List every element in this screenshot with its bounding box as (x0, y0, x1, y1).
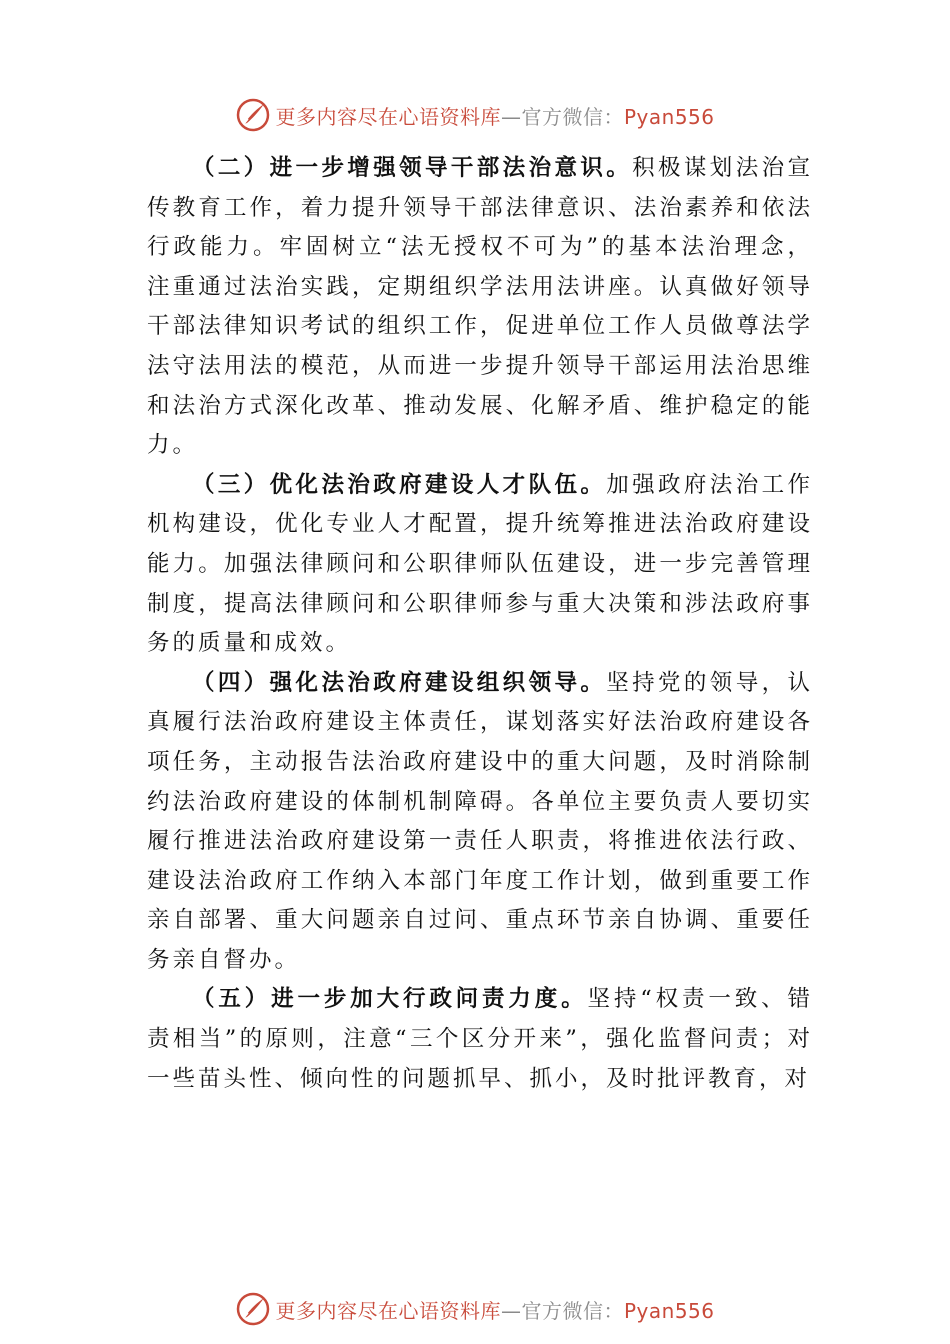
banner-contact-id: Pyan556 (623, 1298, 715, 1323)
banner-separator: — (500, 104, 522, 129)
paragraph-text: 积极谋划法治宣传教育工作，着力提升领导干部法律意识、法治素养和依法行政能力。牢固树立“法无授权不可为”的基本法治理念， 注重通过法治实践，定期组织学法用法讲座。认真做好领导干部法律知识考试的组织工作，促进单位工作人员做尊法学法守法用法的模范，从而进一步提升领导干部运用法治思维和法治方式深化改革、推动发展、化解矛盾、维护稳定的能力。 (147, 155, 813, 459)
banner-contact-label: 官方微信： (521, 104, 624, 129)
banner-contact-label: 官方微信： (521, 1298, 624, 1323)
paragraph-text: 加强政府法治工作机构建设，优化专业人才配置，提升统筹推进法治政府建设能力。加强法律顾问和公职律师队伍建设，进一步完善管理制度，提高法律顾问和公职律师参与重大决策和涉法政府事务的质量和成效。 (147, 471, 813, 657)
paragraph-text: 坚持“权责一致、错责相当”的原则，注意“三个区分开来”，强化监督问责；对一些苗头性、倾向性的问题抓早、抓小，及时批评教育，对 (147, 986, 813, 1092)
banner-contact-id: Pyan556 (623, 104, 715, 129)
document-body (147, 149, 813, 1099)
paragraph (147, 466, 813, 664)
paragraph (147, 664, 813, 981)
banner-brand: 更多内容尽在心语资料库 (275, 104, 501, 129)
quill-pen-logo-icon (235, 97, 271, 133)
quill-pen-logo-icon (235, 1291, 271, 1327)
header-watermark (0, 95, 950, 135)
paragraph (147, 149, 813, 466)
paragraph (147, 980, 813, 1099)
paragraph-heading: （三）优化法治政府建设人才队伍。 (192, 471, 607, 498)
banner-brand: 更多内容尽在心语资料库 (275, 1298, 501, 1323)
paragraph-text: 坚持党的领导，认真履行法治政府建设主体责任，谋划落实好法治政府建设各项任务，主动报告法治政府建设中的重大问题，及时消除制约法治政府建设的体制机制障碍。各单位主要负责人要切实履行推进法治政府建设第一责任人职责，将推进依法行政、 建设法治政府工作纳入本部门年度工作计划，做到重要工作亲自部署、重大问题亲自过问、重点环节亲自协调、重要任务亲自督办。 (147, 669, 813, 973)
paragraph-heading: （四）强化法治政府建设组织领导。 (192, 669, 607, 696)
paragraph-heading: （五）进一步加大行政问责力度。 (192, 986, 588, 1013)
footer-watermark (0, 1289, 950, 1329)
banner-separator: — (500, 1298, 522, 1323)
paragraph-heading: （二）进一步增强领导干部法治意识。 (192, 155, 633, 181)
